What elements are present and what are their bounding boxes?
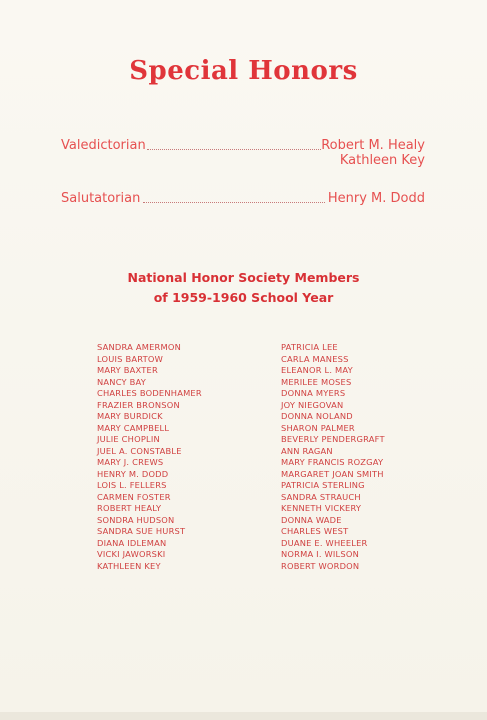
member-name: JUEL A. CONSTABLE [97,445,182,456]
member-name: CARMEN FOSTER [97,491,171,502]
nhs-heading-line: National Honor Society Members [127,270,360,285]
member-name: LOUIS BARTOW [97,353,164,364]
member-name: SHARON PALMER [281,422,355,433]
member-name: CHARLES WEST [281,526,349,536]
member-name: SANDRA STRAUCH [281,491,361,502]
member-name: PATRICIA STERLING [281,480,365,490]
member-name: KATHLEEN KEY [97,560,161,571]
member-name: FRAZIER BRONSON [97,399,180,410]
member-name: JULIE CHOPLIN [97,434,160,444]
member-name: DONNA WADE [281,514,342,525]
member-name: MARY J. CREWS [97,457,164,467]
member-name: MARY BAXTER [97,365,158,375]
member-name: SANDRA AMERMON [97,342,181,352]
member-name: ELEANOR L. MAY [281,365,353,375]
member-name: ANN RAGAN [281,445,333,456]
dot-leader [143,202,325,203]
salutatorian-name: Henry M. Dodd [327,191,425,206]
member-name: BEVERLY PENDERGRAFT [281,434,385,444]
page-title: Special Honors [129,56,358,86]
page-bottom-edge [0,712,487,720]
member-name: CARLA MANESS [281,353,349,364]
member-name: MARGARET JOAN SMITH [281,468,384,479]
member-name: MARY FRANCIS ROZGAY [281,457,384,467]
member-name: MERILEE MOSES [281,376,352,387]
dot-leader [147,149,321,150]
member-name: DIANA IDLEMAN [97,537,167,548]
member-name: DUANE E. WHEELER [281,537,368,548]
valedictorian-name: Kathleen Key [339,153,425,168]
member-list-right [281,342,385,572]
salutatorian-names [328,191,425,206]
valedictorian-row [61,138,425,170]
valedictorian-name: Robert M. Healy [321,138,425,153]
nhs-heading-line: of 1959-1960 School Year [153,290,334,305]
salutatorian-label: Salutatorian [61,191,141,206]
member-name: VICKI JAWORSKI [97,549,166,559]
salutatorian-row [61,191,425,207]
member-name: KENNETH VICKERY [281,503,362,513]
member-name: NANCY BAY [97,376,147,387]
valedictorian-names [321,138,425,168]
member-name: CHARLES BODENHAMER [97,388,202,398]
member-name: SONDRA HUDSON [97,514,175,525]
member-name: SANDRA SUE HURST [97,526,186,536]
member-list-left [97,342,202,572]
nhs-heading [0,268,487,308]
member-name: LOIS L. FELLERS [97,480,167,490]
member-name: HENRY M. DODD [97,468,169,479]
valedictorian-label: Valedictorian [61,138,146,153]
member-name: ROBERT HEALY [97,503,162,513]
member-name: NORMA I. WILSON [281,549,359,559]
member-name: DONNA NOLAND [281,411,353,421]
member-name: MARY BURDICK [97,411,163,421]
member-name: MARY CAMPBELL [97,422,170,433]
member-name: PATRICIA LEE [281,342,338,352]
member-name: JOY NIEGOVAN [281,399,344,410]
member-name: ROBERT WORDON [281,560,360,571]
member-name: DONNA MYERS [281,388,346,398]
